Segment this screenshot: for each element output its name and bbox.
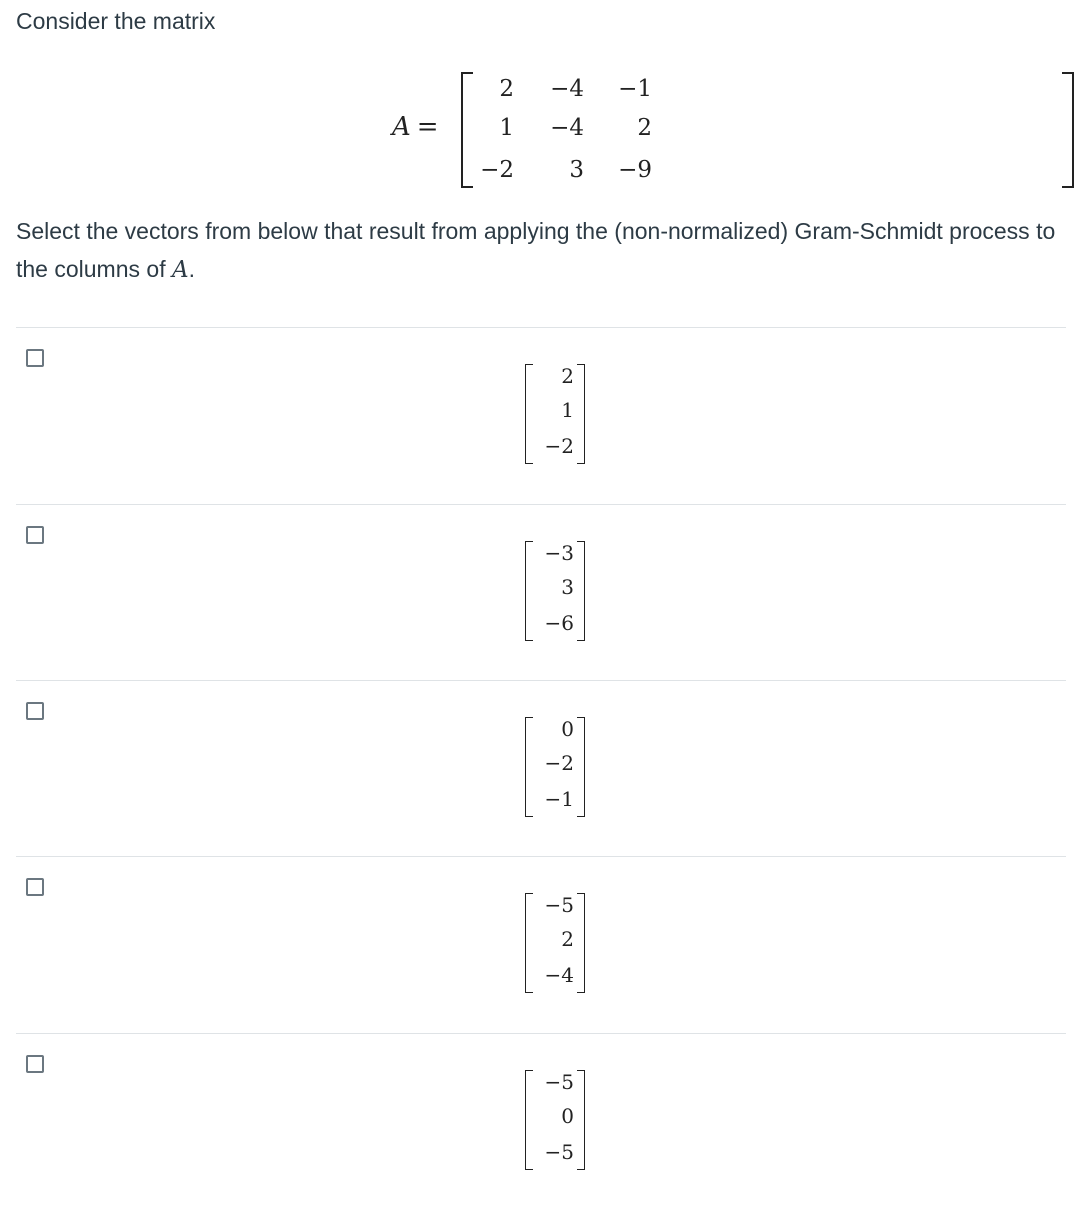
vector-left-bracket (525, 541, 533, 641)
matrix-cell: 1 (499, 115, 514, 141)
option-vector (525, 541, 585, 641)
option-checkbox[interactable] (26, 878, 44, 896)
option-vector (525, 717, 585, 817)
vector-entry: −5 (544, 1140, 574, 1164)
vector-entry: 1 (561, 398, 574, 422)
matrix-cell: −4 (550, 115, 584, 141)
answer-option (16, 504, 1066, 681)
instruction-end: . (188, 256, 195, 282)
vector-entry: 0 (561, 1104, 574, 1128)
matrix-name: A (392, 112, 411, 142)
answer-option (16, 680, 1066, 857)
vector-left-bracket (525, 1070, 533, 1170)
vector-left-bracket (525, 717, 533, 817)
matrix-cell: 3 (569, 157, 584, 183)
vector-right-bracket (577, 541, 585, 641)
vector-left-bracket (525, 364, 533, 464)
vector-right-bracket (577, 1070, 585, 1170)
matrix-label (392, 112, 439, 142)
vector-entry: 0 (561, 717, 574, 741)
vector-entry: −4 (544, 963, 574, 987)
vector-entry: 3 (561, 575, 574, 599)
vector-entry: −2 (544, 434, 574, 458)
option-vector (525, 364, 585, 464)
instruction-var: A (171, 257, 189, 283)
matrix-cell: −4 (550, 76, 584, 102)
vector-entry: −3 (544, 541, 574, 565)
vector-right-bracket (577, 717, 585, 817)
answer-option (16, 1033, 1066, 1210)
vector-entry: 2 (561, 364, 574, 388)
answer-option (16, 327, 1066, 504)
answer-option (16, 856, 1066, 1033)
matrix-A (392, 70, 712, 188)
vector-entry: −5 (544, 893, 574, 917)
instruction-text: Select the vectors from below that result from applying the (non-normalized) Gram-Schmidt process to the columns of (16, 218, 1056, 282)
question-intro: Consider the matrix (16, 8, 216, 34)
matrix-cell: −2 (480, 157, 514, 183)
option-checkbox[interactable] (26, 702, 44, 720)
vector-entry: −5 (544, 1070, 574, 1094)
vector-left-bracket (525, 893, 533, 993)
question-instruction (16, 212, 1066, 289)
option-vector (525, 1070, 585, 1170)
vector-entry: −2 (544, 751, 574, 775)
vector-right-bracket (577, 893, 585, 993)
matrix-cell: 2 (499, 76, 514, 102)
option-checkbox[interactable] (26, 526, 44, 544)
vector-entry: −1 (544, 787, 574, 811)
option-checkbox[interactable] (26, 349, 44, 367)
matrix-cell: −9 (618, 157, 652, 183)
equals-sign: = (416, 112, 439, 142)
matrix-right-bracket (1062, 72, 1074, 188)
vector-entry: −6 (544, 611, 574, 635)
option-checkbox[interactable] (26, 1055, 44, 1073)
option-vector (525, 893, 585, 993)
matrix-cell: −1 (618, 76, 652, 102)
matrix-cell: 2 (637, 115, 652, 141)
vector-entry: 2 (561, 927, 574, 951)
vector-right-bracket (577, 364, 585, 464)
